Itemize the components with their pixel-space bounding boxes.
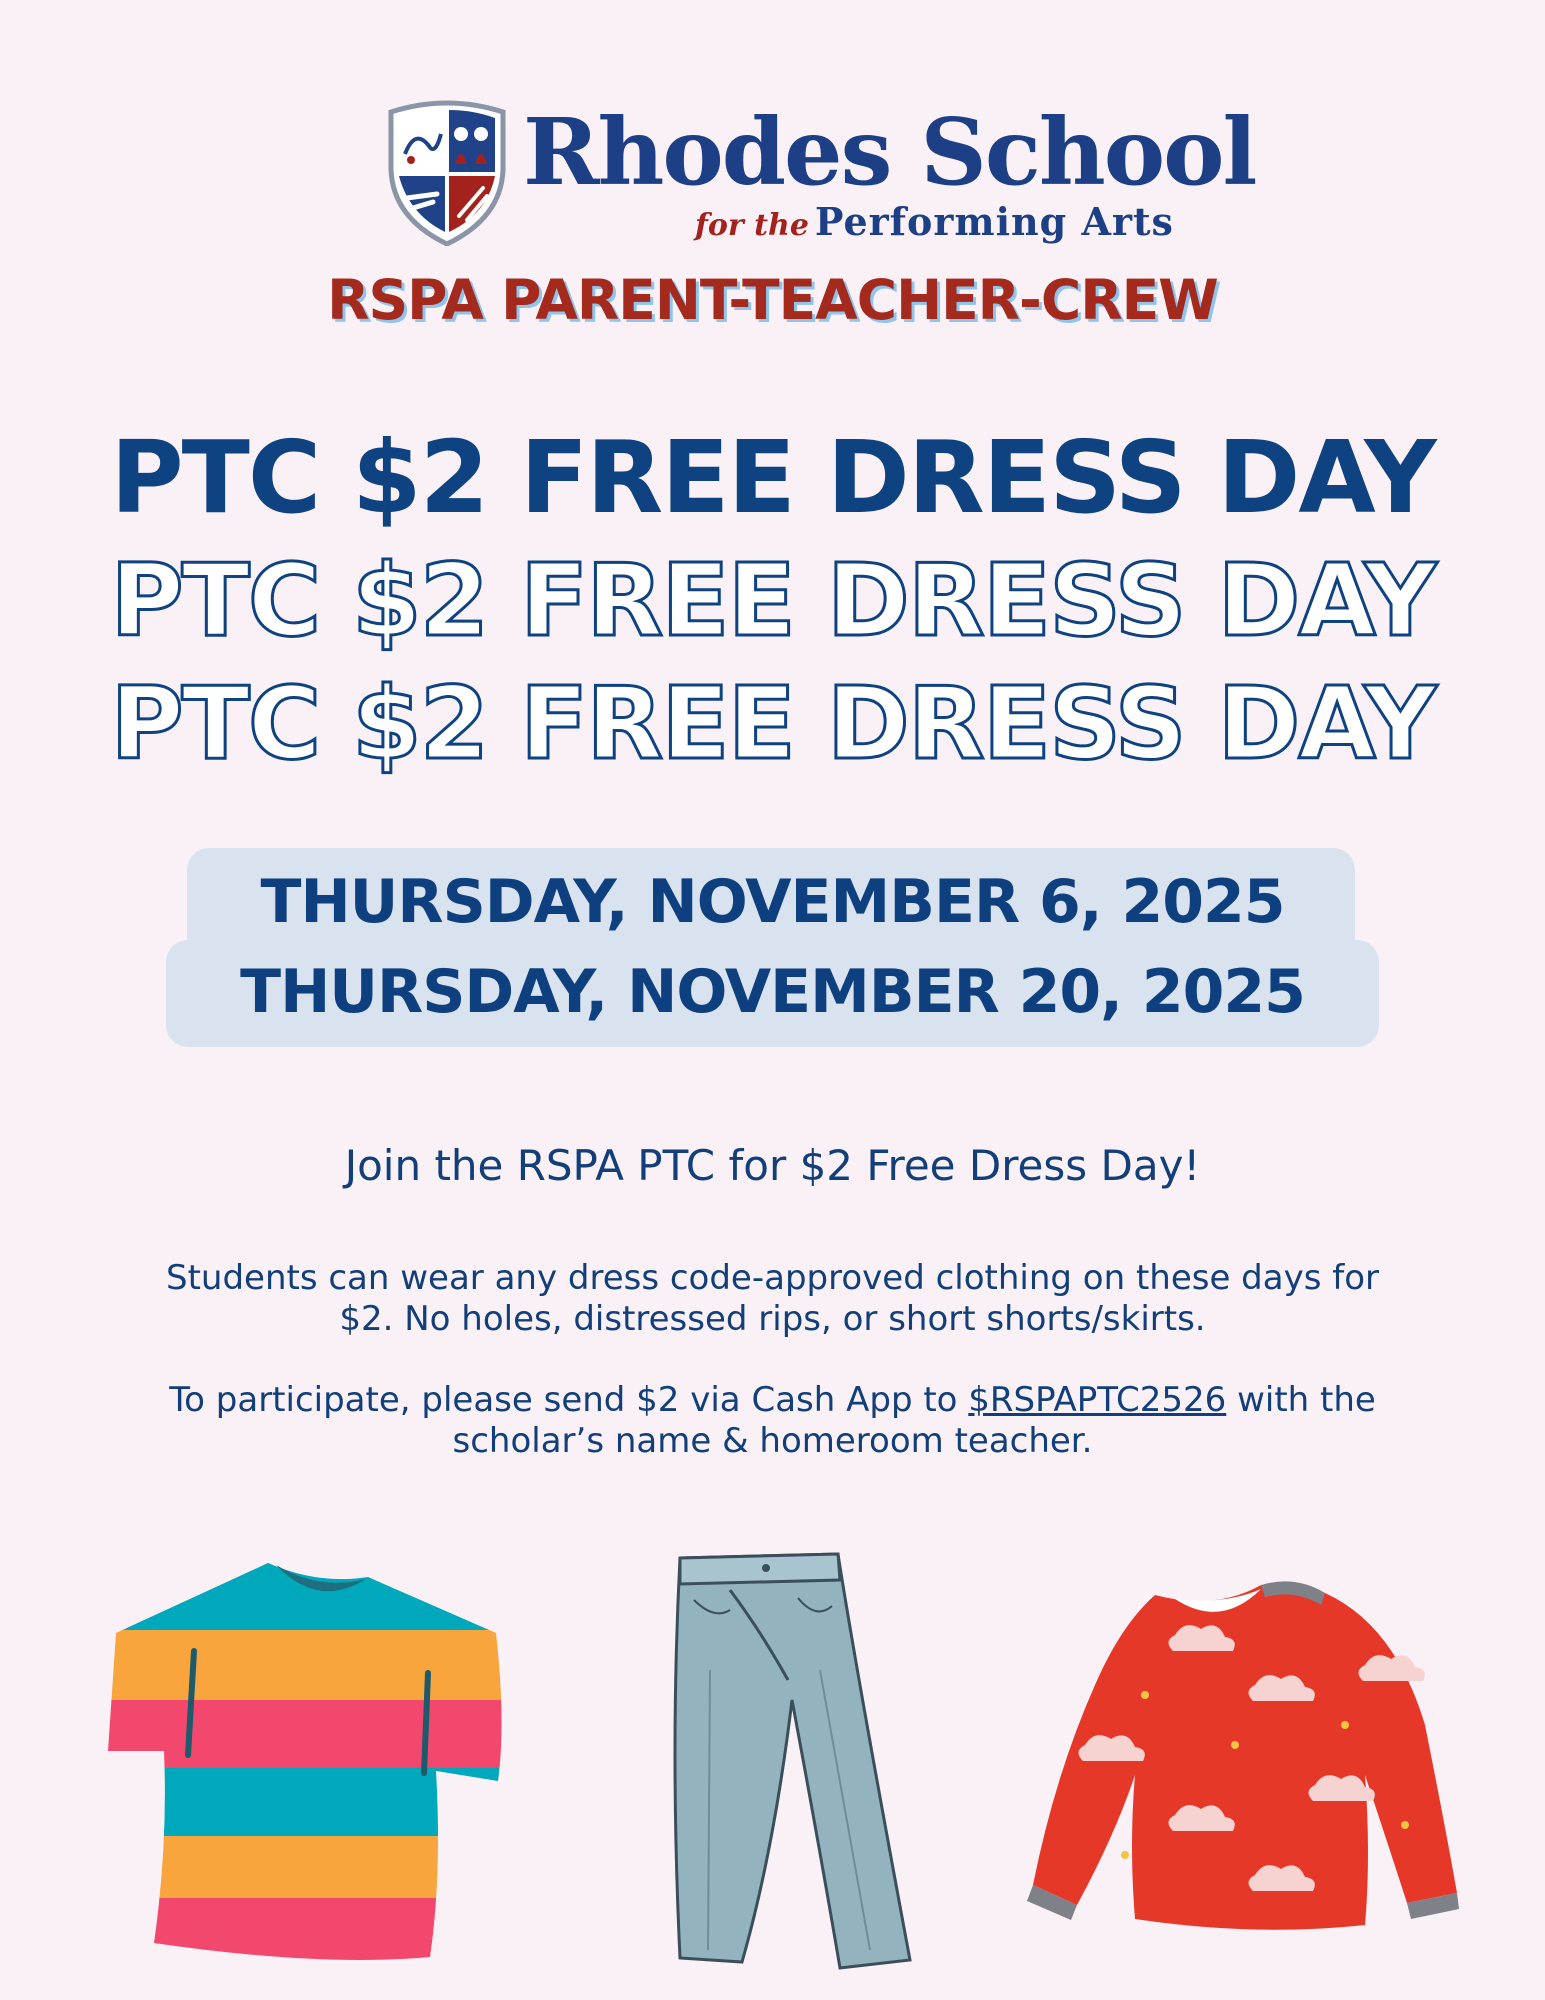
school-logo bbox=[383, 98, 1256, 246]
payment-line-1 bbox=[60, 1380, 1485, 1421]
headline-outline-2: PTC $2 FREE DRESS DAY bbox=[110, 665, 1435, 782]
event-date-2: THURSDAY, NOVEMBER 20, 2025 bbox=[240, 957, 1305, 1027]
rules-line-1: Students can wear any dress code-approved clothing on these days for bbox=[165, 1258, 1379, 1298]
organization-title: RSPA PARENT-TEACHER-CREW bbox=[327, 268, 1218, 332]
payment-line-2: scholar’s name & homeroom teacher. bbox=[452, 1421, 1093, 1461]
event-date-1: THURSDAY, NOVEMBER 6, 2025 bbox=[260, 867, 1285, 937]
school-subtitle bbox=[695, 198, 1174, 254]
rules-paragraph bbox=[60, 1258, 1485, 1340]
school-crest-icon bbox=[383, 98, 511, 246]
payment-text-before: To participate, please send $2 via Cash App to bbox=[169, 1380, 969, 1420]
cashapp-tag-link[interactable]: $RSPAPTC2526 bbox=[968, 1380, 1227, 1420]
intro-text: Join the RSPA PTC for $2 Free Dress Day! bbox=[344, 1141, 1201, 1190]
jeans-icon bbox=[670, 1550, 920, 1970]
striped-tshirt-icon bbox=[108, 1555, 503, 1965]
school-subtitle-for-the: for the bbox=[695, 208, 809, 243]
headline-outline-1: PTC $2 FREE DRESS DAY bbox=[110, 542, 1435, 659]
payment-paragraph bbox=[60, 1380, 1485, 1462]
payment-text-after: with the bbox=[1226, 1380, 1376, 1420]
cloud-sweater-icon bbox=[1025, 1575, 1460, 1940]
rules-line-2: $2. No holes, distressed rips, or short shorts/skirts. bbox=[339, 1299, 1206, 1339]
school-subtitle-performing-arts: Performing Arts bbox=[814, 199, 1174, 244]
headline-solid: PTC $2 FREE DRESS DAY bbox=[110, 419, 1435, 536]
school-name: Rhodes School bbox=[523, 98, 1256, 206]
